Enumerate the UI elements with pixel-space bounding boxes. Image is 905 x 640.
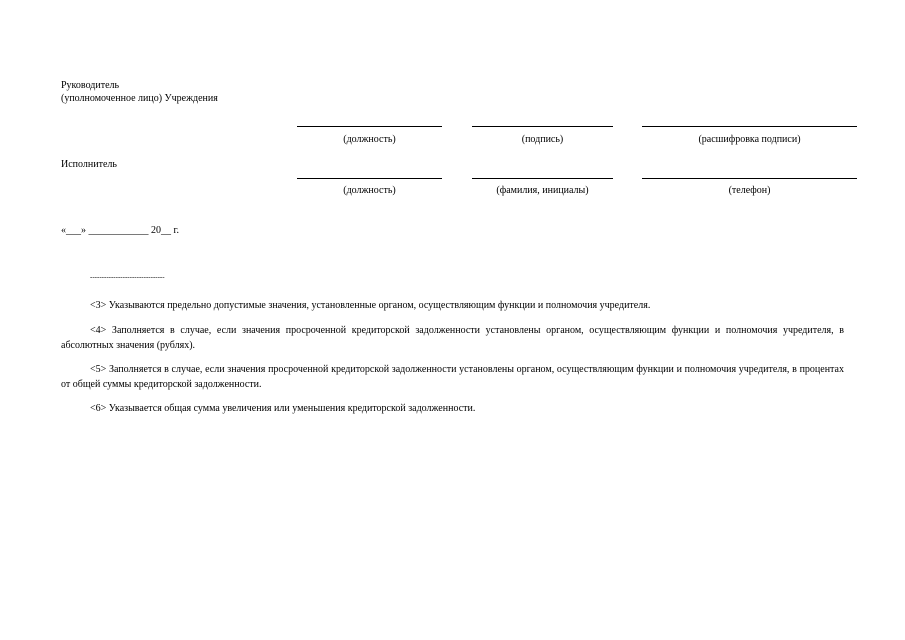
head-label-line2: (уполномоченное лицо) Учреждения [61, 93, 218, 104]
date-line: «___» ____________ 20__ г. [61, 225, 179, 236]
head-label-line1: Руководитель [61, 80, 120, 91]
executor-phone-line [642, 178, 857, 179]
executor-label: Исполнитель [61, 159, 117, 170]
footnote-separator: -------------------------------- [90, 273, 165, 281]
footnote-6: <6> Указывается общая сумма увеличения или уменьшения кредиторской задолженности. [90, 403, 476, 414]
head-position-line [297, 126, 442, 127]
footnote-4: <4> Заполняется в случае, если значения просроченной кредиторской задолженности установлены органом, осуществляющим функции и полномочия учредителя, в абсолютных значения (рублях). [61, 325, 844, 351]
executor-position-line [297, 178, 442, 179]
executor-phone-caption: (телефон) [728, 185, 771, 196]
executor-name-caption: (фамилия, инициалы) [496, 185, 589, 196]
head-signature-decoding-caption: (расшифровка подписи) [698, 134, 801, 145]
head-position-caption: (должность) [343, 134, 396, 145]
executor-position-caption: (должность) [343, 185, 396, 196]
footnote-5: <5> Заполняется в случае, если значения просроченной кредиторской задолженности установлены органом, осуществляющим функции и полномочия учредителя, в процентах от общей суммы кредиторской задолженности. [61, 364, 844, 390]
head-signature-line [472, 126, 613, 127]
footnote-3: <3> Указываются предельно допустимые значения, установленные органом, осуществляющим функции и полномочия учредителя. [90, 300, 651, 311]
head-signature-caption: (подпись) [521, 134, 564, 145]
executor-name-line [472, 178, 613, 179]
head-signature-decoding-line [642, 126, 857, 127]
